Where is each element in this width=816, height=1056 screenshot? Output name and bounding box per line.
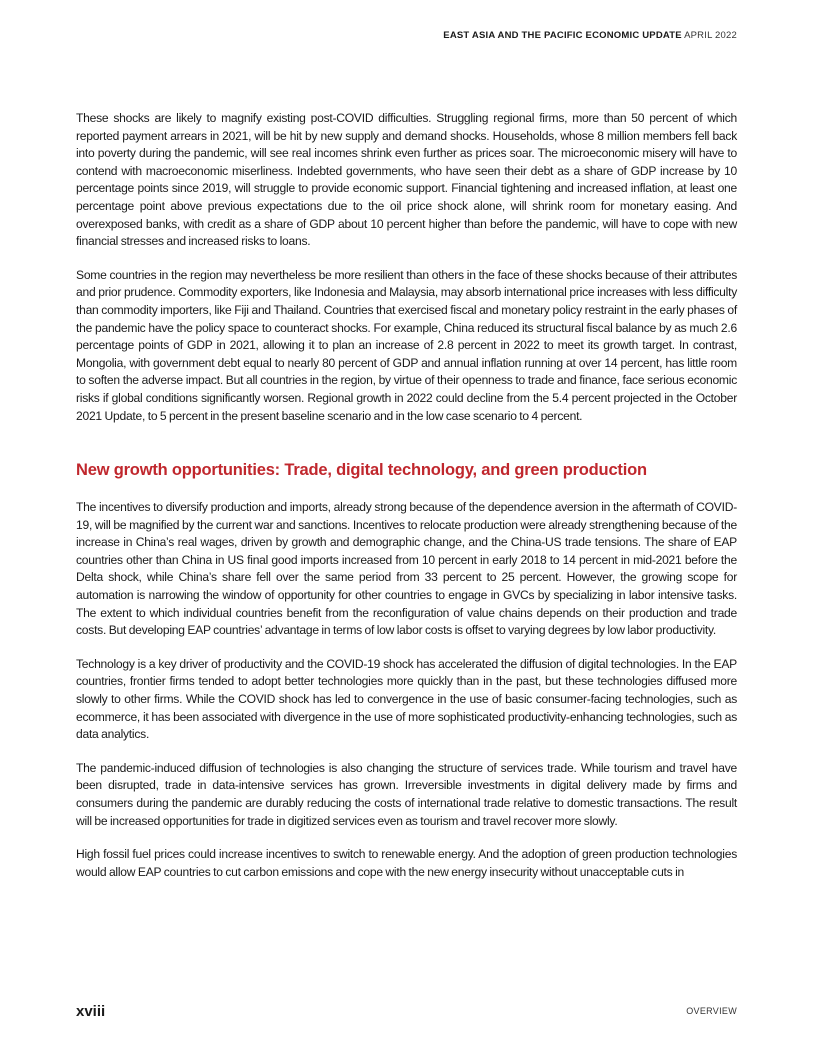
paragraph-resilience: Some countries in the region may nevertheless be more resilient than others in the face of these shocks because of their attributes and prior prudence. Commodity exporters, like Indonesia and Malaysia, may absorb international price increases with less difficulty than commodity importers, like Fiji and Thailand. Countries that exercised fiscal and monetary policy restraint in the early phases of the pandemic have the policy space to counteract shocks. For example, China reduced its structural fiscal balance by as much 2.6 percentage points of GDP in 2021, allowing it to plan an increase of 2.8 percent in 2022 to meet its growth target. In contrast, Mongolia, with government debt equal to nearly 80 percent of GDP and annual inflation running at over 14 percent, has little room to soften the adverse impact. But all countries in the region, by virtue of their openness to trade and finance, face serious economic risks if global conditions significantly worsen. Regional growth in 2022 could decline from the 5.4 percent projected in the October 2021 Update, to 5 percent in the present baseline scenario and in the low case scenario to 4 percent. (76, 267, 737, 423)
publication-date: APRIL 2022 (684, 30, 737, 41)
publication-title: EAST ASIA AND THE PACIFIC ECONOMIC UPDATE (443, 30, 682, 41)
paragraph-shocks: These shocks are likely to magnify existing post-COVID difficulties. Struggling regional firms, more than 50 percent of which reported payment arrears in 2021, will be hit by new supply and demand shocks. Households, whose 8 million members fell back into poverty during the pandemic, will see real incomes shrink even further as prices soar. The microeconomic misery will have to contend with macroeconomic miserliness. Indebted governments, who have seen their debt as a share of GDP increase by 10 percentage points since 2019, will struggle to provide economic support. Financial tightening and increased inflation, at least one percentage point above previous expectations due to the oil price shock alone, will shrink room for monetary easing. And overexposed banks, with credit as a share of GDP about 10 percent higher than before the pandemic, will have to cope with new financial stresses and increased risks to loans. (76, 111, 737, 249)
paragraph-technology: Technology is a key driver of productivity and the COVID-19 shock has accelerated the diffusion of digital technologies. In the EAP countries, frontier firms tended to adopt better technologies more quickly than in the past, but these technologies diffused more slowly to other firms. While the COVID shock has led to convergence in the use of basic consumer-facing technologies, such as ecommerce, it has been associated with divergence in the use of more sophisticated productivity-enhancing technologies, such as data analytics. (76, 656, 737, 742)
paragraph-green-energy: High fossil fuel prices could increase incentives to switch to renewable energy. And the adoption of green production technologies would allow EAP countries to cut carbon emissions and cope with the new energy insecurity without unacceptable cuts in (76, 847, 737, 879)
main-content (76, 110, 737, 897)
footer-section-label: OVERVIEW (686, 1006, 737, 1016)
page-number: xviii (76, 1003, 106, 1020)
running-header (443, 30, 737, 41)
paragraph-services-trade: The pandemic-induced diffusion of technologies is also changing the structure of services trade. While tourism and travel have been disrupted, trade in data-intensive services has grown. Irreversible investments in digital delivery made by firms and consumers during the pandemic are durably reducing the costs of international trade relative to domestic transactions. The result will be increased opportunities for trade in digitized services even as tourism and travel recover more slowly. (76, 760, 737, 828)
paragraph-diversify: The incentives to diversify production and imports, already strong because of the dependence aversion in the aftermath of COVID-19, will be magnified by the current war and sanctions. Incentives to relocate production were already strengthening because of the increase in China’s real wages, driven by growth and demographic change, and the China-US trade tensions. The share of EAP countries other than China in US final good imports increased from 10 percent in early 2018 to 14 percent in mid-2021 before the Delta shock, while China’s share fell over the same period from 33 percent to 25 percent. However, the growing scope for automation is narrowing the window of opportunity for other countries to engage in GVCs by specializing in labor intensive tasks. The extent to which individual countries benefit from the reconfiguration of value chains depends on their production and trade costs. But developing EAP countries’ advantage in terms of low labor costs is offset to varying degrees by low labor productivity. (76, 500, 737, 638)
section-heading: New growth opportunities: Trade, digital technology, and green production (76, 461, 647, 480)
